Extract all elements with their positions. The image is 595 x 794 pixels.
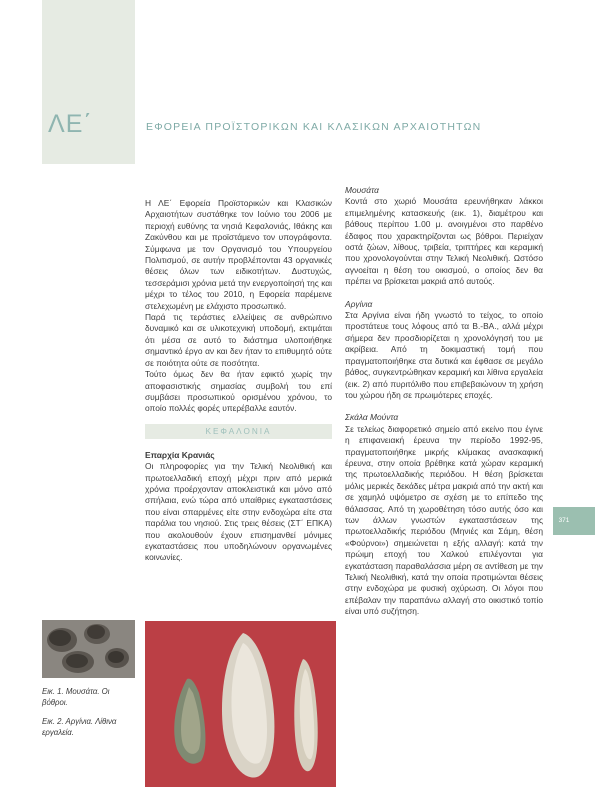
figure-2-caption: Εικ. 2. Αργίνια. Λίθινα εργαλεία. — [42, 717, 117, 737]
section-title: Αργίνια — [345, 298, 373, 309]
section-text: Στα Αργίνια είναι ήδη γνωστό το τείχος, το οποίο προστάτευε τους λόφους από τα Β.-ΒΑ., αλλά μέχρι σήμερα δεν προσδιορίζεται η χρονολόγησή του με ακρίβεια. Από τη δοκιμαστική τομή που πραγματοποιήθηκε στα δυτικά και έφθασε σε μεγάλο βάθος, συγκεντρώθηκαν κεραμική και λίθινα εργαλεία (εικ. 2) από πυριτόλιθο που επιβεβαιώνουν τη χρήση του χώρου ήδη σε πρωιμότερες εποχές. — [345, 310, 543, 400]
paragraph: Τούτο όμως δεν θα ήταν εφικτό χωρίς την αποφασιστικής σημασίας συμβολή του επί συμβάσει προσωπικού ορισμένου χρόνου, το οποίο πολλές φορές υπερέβαλλε εαυτόν. — [145, 369, 332, 414]
chapter-title: ΕΦΟΡΕΙΑ ΠΡΟΪΣΤΟΡΙΚΩΝ ΚΑΙ ΚΛΑΣΙΚΩΝ ΑΡΧΑΙΟΤΗΤΩΝ — [146, 121, 482, 133]
paragraph: Η ΛΕ΄ Εφορεία Προϊστορικών και Κλασικών Αρχαιοτήτων συστάθηκε τον Ιούνιο του 2006 με περιοχή ευθύνης τα νησιά Κεφαλονιάς, Ιθάκης και Ζακύνθου και με προϊστάμενο τον υπογράφοντα. Σύμφωνα με τον Οργανισμό του Υπουργείου Πολιτισμού, σε αυτήν προβλέπονται 43 οργανικές θέσεις όλων των ειδικοτήτων. Δυστυχώς, τεσσεράμισι χρόνια μετά την ενεργοποίησή της και μέχρι το τέλος του 2010, η Εφορεία παρέμεινε στελεχωμένη με ελάχιστο προσωπικό. — [145, 198, 332, 311]
section-title: Μουσάτα — [345, 185, 379, 195]
subheading: Επαρχία Κρανιάς — [145, 449, 215, 460]
paragraph: Παρά τις τεράστιες ελλείψεις σε ανθρώπινο δυναμικό και σε υλικοτεχνική υποδομή, εκτιμάται ότι μέσα σε αυτό το διάστημα υλοποιήθηκε σημαντικό έργο αν και δεν ήταν το επιθυμητό ούτε σε ποιότητα ούτε σε ποσότητα. — [145, 312, 332, 368]
figure-1-photo — [42, 620, 135, 678]
figure-2-photo — [145, 621, 336, 787]
paragraph: Οι πληροφορίες για την Τελική Νεολιθική και πρωτοελλαδική εποχή μέχρι πριν από μερικά χρόνια προέρχονταν αποκλειστικά και μόνο από σπήλαια, ενώ τώρα από υπαίθριες εγκαταστάσεις που είναι σπαρμένες είτε στην ενδοχώρα είτε στα παράλια του νησιού. Στις τρεις θέσεις (ΣΤ΄ ΕΠΚΑ) που ακολουθούν έχουν επισημανθεί μόνιμες εγκαταστάσεις που υποδηλώνουν οργανωμένες κοινωνίες. — [145, 461, 332, 563]
page-number-tab — [553, 507, 595, 535]
figure-1-caption: Εικ. 1. Μουσάτα. Οι βόθροι. — [42, 687, 110, 707]
chapter-number: ΛΕ΄ — [48, 110, 93, 138]
section-text: Σε τελείως διαφορετικό σημείο από εκείνο που έγινε η επιφανειακή έρευνα την περίοδο 1992-95, πραγματοποιήθηκε μικρής κλίμακας ανασκαφική έρευνα, στην οποία βρέθηκε κατά χώραν κεραμική της πρωτοελλαδικής περιόδου. Η θέση βρίσκεται μόλις μερικές δεκάδες μέτρα μακριά από την ακτή και σε χαμηλό υψόμετρο σε σχέση με το επίπεδο της θάλασσας. Από τη χωροθέτηση τόσο αυτής όσο και των άλλων γνωστών εγκαταστάσεων της πρωτοελλαδικής περιόδου (Μηνιές και Σάμη, θέση «Φούρνοι») σημειώνεται η εξής αλλαγή: κατά την πρώιμη εποχή του Χαλκού επιλέγονται για εγκατάσταση παραθαλάσσια μέρη σε αντίθεση με την Τελική Νεολιθική, κατά την οποία προτιμώνται θέσεις στην ενδοχώρα με φυσική οχύρωση. Οι λόγοι που επέβαλαν την παραπάνω αλλαγή στο οικιστικό τοπίο είναι υπό συζήτηση. — [345, 423, 543, 617]
page-number: 371 — [558, 517, 570, 524]
right-column — [345, 185, 543, 618]
chapter-tab — [42, 0, 135, 164]
left-column — [145, 198, 332, 564]
section-text: Κοντά στο χωριό Μουσάτα ερευνήθηκαν λάκκοι επιμελημένης κατασκευής (εικ. 1), διαμέτρου και βάθους περίπου 1.00 μ. ανοιγμένοι στο παρθένο έδαφος που χαρακτηρίζονται ως βόθροι. Περιείχαν οστά ζώων, λίθους, τριβεία, τριπτήρες και κεραμική που χρονολογούνται στην Τελική Νεολιθική. Ωστόσο αγνοείται η θέση του οικισμού, ο οποίος δεν θα πρέπει να βρίσκεται μακριά από αυτούς. — [345, 196, 543, 287]
section-title: Σκάλα Μούντα — [345, 412, 399, 423]
region-label: ΚΕΦΑΛΟΝΙΑ — [145, 424, 332, 439]
